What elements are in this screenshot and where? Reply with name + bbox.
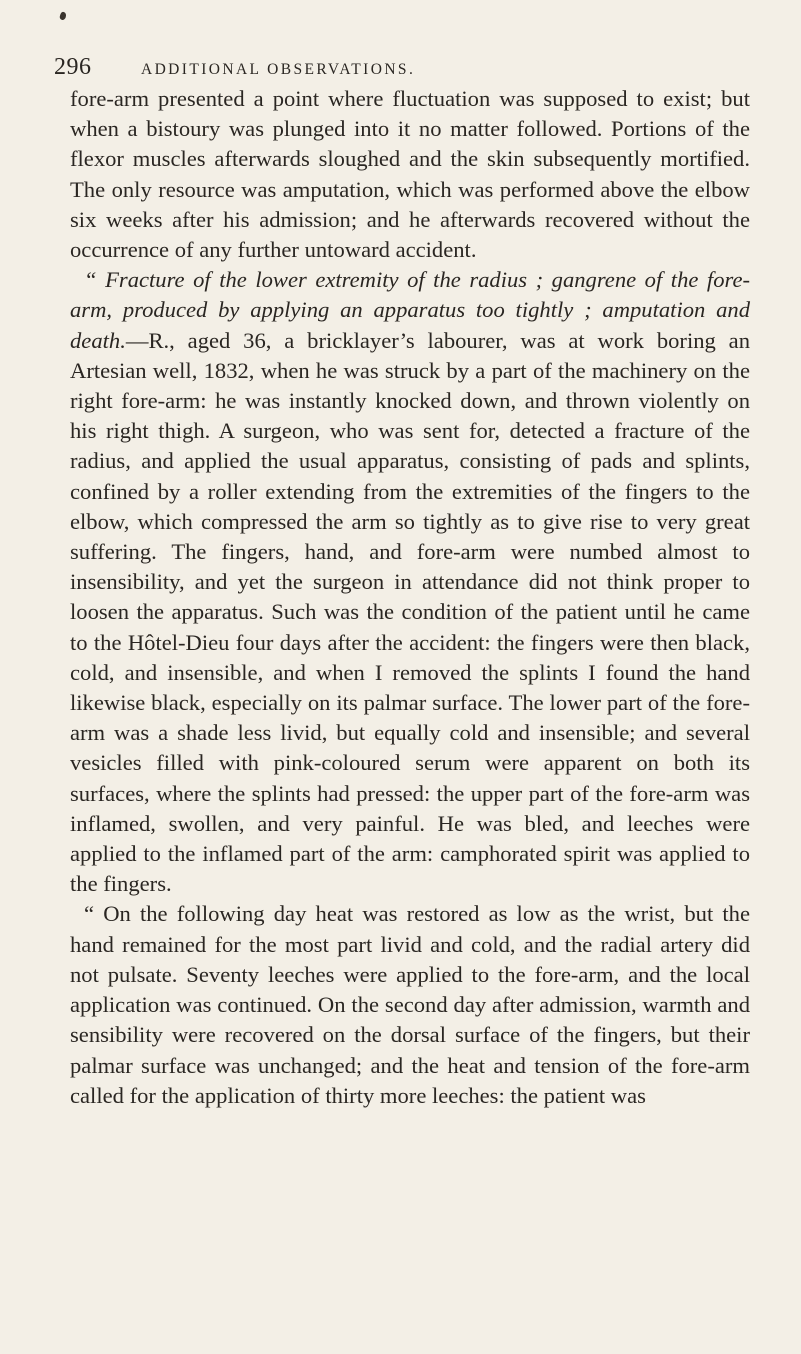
paragraph-continuation: fore-arm presented a point where fluctuation was supposed to exist; but when a bistoury was plunged into it no matter followed. Portions of the flexor muscles afterwards sloughed and the skin subsequently mortified. The only resource was amputation, which was performed above the elbow six weeks after his admission; and he afterwards recovered without the occurrence of any further untoward accident. [70,86,750,263]
case-paragraph [70,265,750,899]
page-number: 296 [54,54,92,80]
case-title: “ Fracture of the lower extremity of the radius ; gangrene of the fore-arm, produced by applying an apparatus too tightly ; amputation and death. [70,267,750,353]
case-narrative: —R., aged 36, a bricklayer’s labourer, was at work boring an Artesian well, 1832, when he was struck by a part of the machinery on the right fore-arm: he was instantly knocked down, and thrown violently on his right thigh. A surgeon, who was sent for, detected a fracture of the radius, and applied the usual apparatus, consisting of pads and splints, confined by a roller extending from the extremities of the fingers to the elbow, which compressed the arm so tightly as to give rise to very great suffering. The fingers, hand, and fore-arm were numbed almost to insensibility, and yet the surgeon in attendance did not think proper to loosen the apparatus. Such was the condition of the patient until he came to the Hôtel-Dieu four days after the accident: the fingers were then black, cold, and insensible, and when I removed the splints I found the hand likewise black, especially on its palmar surface. The lower part of the fore-arm was a shade less livid, but equally cold and insensible; and several vesicles filled with pink-coloured serum were apparent on both its surfaces, where the splints had pressed: the upper part of the fore-arm was inflamed, swollen, and very painful. He was bled, and leeches were applied to the inflamed part of the arm: camphorated spirit was applied to the fingers. [70,327,750,897]
running-header-title: ADDITIONAL OBSERVATIONS. [141,61,416,78]
ink-speck [59,11,67,21]
body-text [70,84,750,1111]
following-day-paragraph: “ On the following day heat was restored as low as the wrist, but the hand remained for the most part livid and cold, and the radial artery did not pulsate. Seventy leeches were applied to the fore-arm, and the local application was continued. On the second day after admission, warmth and sensibility were recovered on the dorsal surface of the fingers, but their palmar surface was unchanged; and the heat and tension of the fore-arm called for the application of thirty more leeches: the patient was [70,901,750,1108]
running-header [54,54,754,84]
